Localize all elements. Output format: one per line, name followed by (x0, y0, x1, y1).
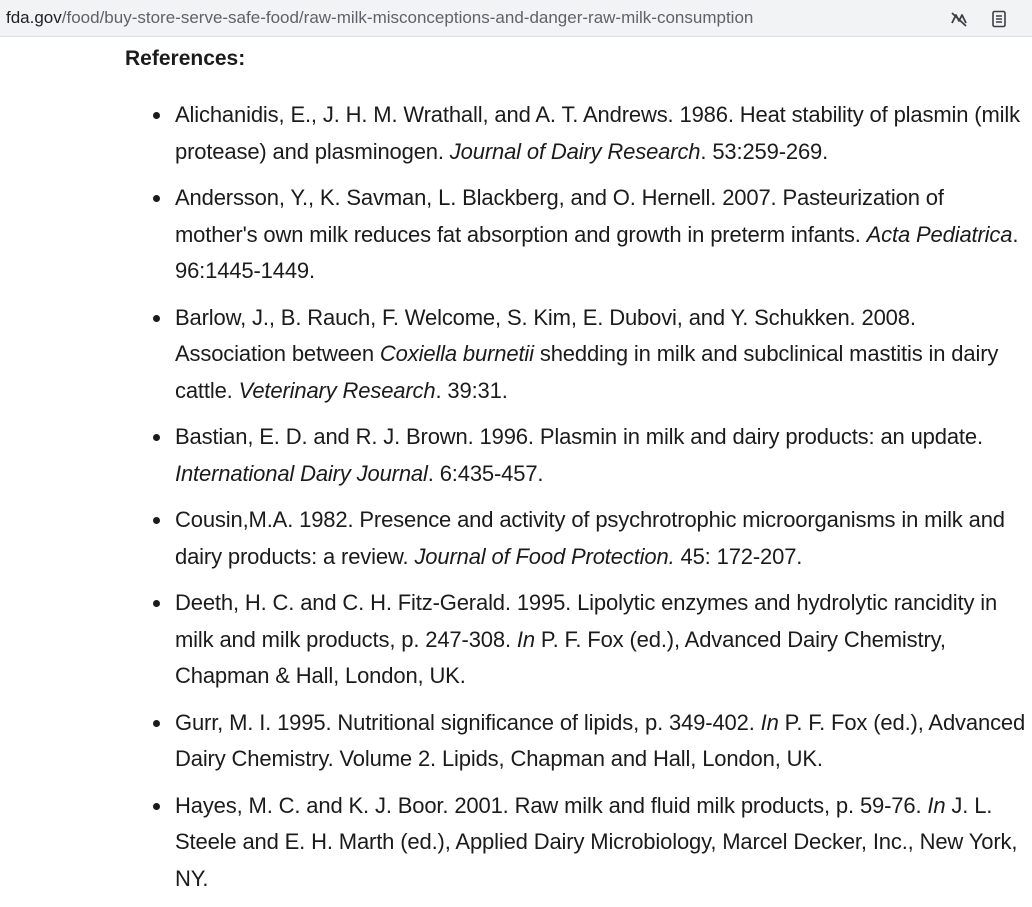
reference-item (125, 419, 1030, 492)
bullet-icon (153, 600, 160, 607)
reference-text: P. F. Fox (ed.), Advanced Dairy Chemistry. Volume 2. Lipids, Chapman and Hall, London, UK. (175, 709, 1026, 771)
reference-italic-text: Journal of Food Protection. (414, 543, 675, 569)
reference-item (125, 705, 1030, 778)
address-bar[interactable] (0, 0, 1032, 37)
bullet-icon (153, 315, 160, 322)
reference-text: 45: 172-207. (674, 543, 803, 569)
reference-item (125, 788, 1030, 898)
references-list (125, 97, 1030, 907)
reference-text: Cousin,M.A. 1982. Presence and activity of psychrotrophic microorganisms in milk and dairy products: a review. (175, 507, 1005, 569)
bullet-icon (153, 112, 160, 119)
bullet-icon (153, 434, 160, 441)
read-aloud-icon[interactable] (948, 8, 970, 30)
reference-italic-text: Journal of Dairy Research (449, 138, 701, 164)
reference-italic-text: International Dairy Journal (175, 460, 428, 486)
reference-item (125, 502, 1030, 575)
reference-text: . 6:435-457. (427, 460, 544, 486)
reference-text: Gurr, M. I. 1995. Nutritional significance of lipids, p. 349-402. (175, 709, 761, 735)
reader-mode-icon[interactable] (988, 8, 1010, 30)
url-text[interactable] (6, 8, 753, 28)
url-domain: fda.gov (6, 8, 62, 27)
reference-italic-text: In (516, 626, 535, 652)
bullet-icon (153, 803, 160, 810)
bullet-icon (153, 720, 160, 727)
reference-text: Barlow, J., B. Rauch, F. Welcome, S. Kim, E. Dubovi, and Y. Schukken. 2008. Association between (175, 304, 916, 366)
reference-text: P. F. Fox (ed.), Advanced Dairy Chemistry, Chapman & Hall, London, UK. (175, 626, 946, 688)
reference-text: Bastian, E. D. and R. J. Brown. 1996. Plasmin in milk and dairy products: an update. (175, 424, 983, 449)
reference-text: . 96:1445-1449. (175, 221, 1019, 283)
reference-italic-text: In (760, 709, 779, 735)
reference-item (125, 300, 1030, 410)
reference-italic-text: Veterinary Research (238, 377, 436, 403)
reference-italic-text: Coxiella burnetii (379, 341, 534, 366)
references-heading: References: (125, 47, 246, 70)
reference-text: shedding in milk and subclinical mastitis in dairy cattle. (175, 341, 999, 403)
reference-text: Andersson, Y., K. Savman, L. Blackberg, and O. Hernell. 2007. Pasteurization of mother's own milk reduces fat absorption and growth in preterm infants. (175, 185, 944, 247)
reference-italic-text: In (927, 792, 946, 818)
url-path: /food/buy-store-serve-safe-food/raw-milk-misconceptions-and-danger-raw-milk-consumption (61, 8, 754, 27)
reference-text: Alichanidis, E., J. H. M. Wrathall, and A. T. Andrews. 1986. Heat stability of plasmin (milk protease) and plasminogen. (175, 102, 1020, 164)
reference-text: . 53:259-269. (700, 138, 829, 164)
reference-text: J. L. Steele and E. H. Marth (ed.), Applied Dairy Microbiology, Marcel Decker, Inc., New York, NY. (175, 792, 1018, 891)
page-content (0, 37, 1032, 907)
reference-item (125, 180, 1030, 290)
reference-text: Hayes, M. C. and K. J. Boor. 2001. Raw milk and fluid milk products, p. 59-76. (175, 792, 928, 818)
reference-italic-text: Acta Pediatrica (866, 221, 1013, 247)
reference-text: . 39:31. (435, 377, 508, 403)
reference-item (125, 585, 1030, 695)
bullet-icon (153, 517, 160, 524)
reference-item (125, 97, 1030, 170)
reference-text: Deeth, H. C. and C. H. Fitz-Gerald. 1995. Lipolytic enzymes and hydrolytic rancidity in milk and milk products, p. 247-308. (175, 590, 998, 652)
bullet-icon (153, 195, 160, 202)
